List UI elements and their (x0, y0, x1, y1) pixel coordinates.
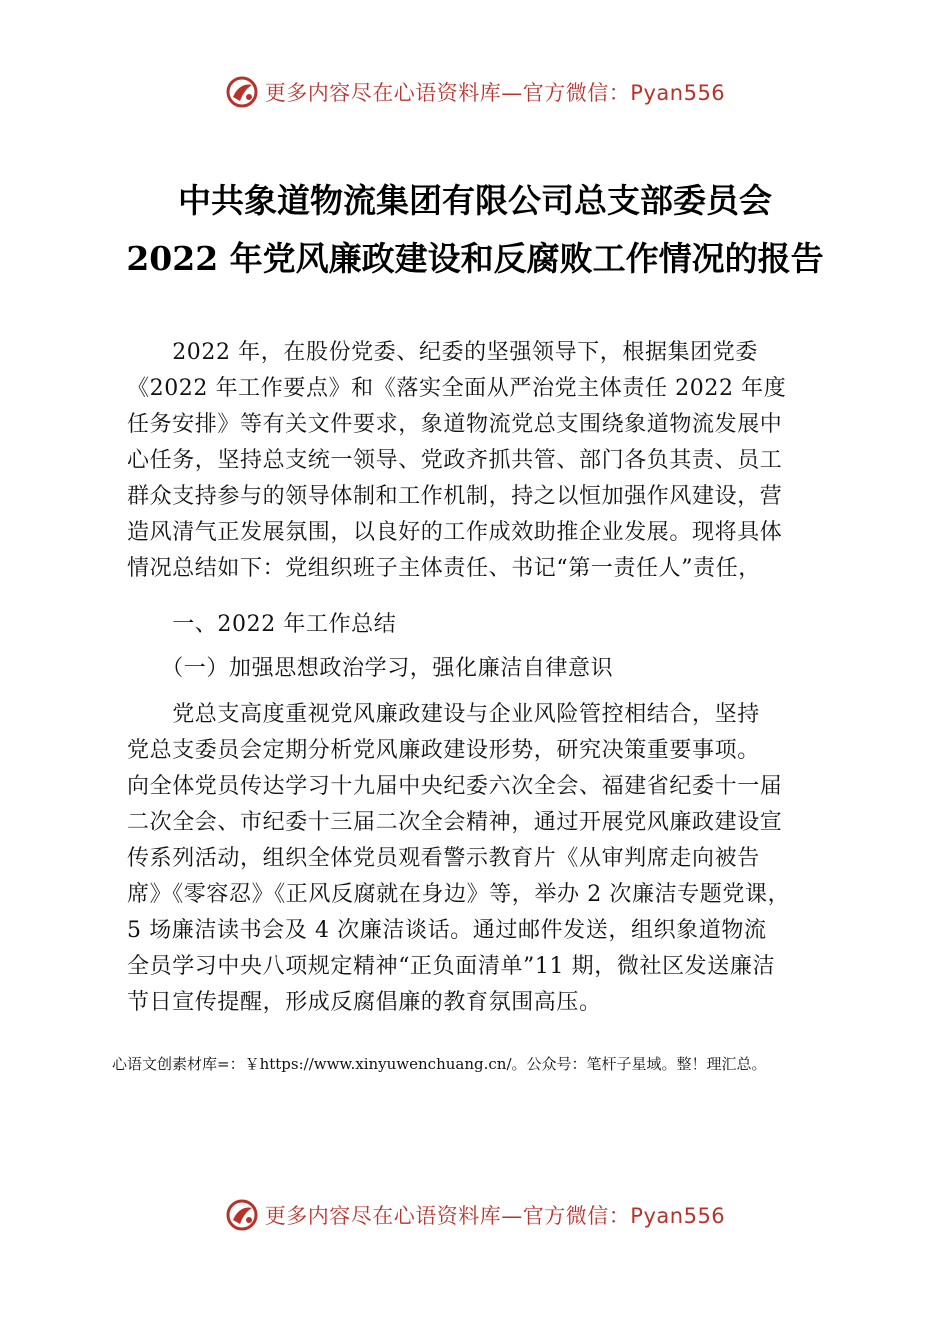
body-line: 党总支高度重视党风廉政建设与企业风险管控相结合，坚持 (127, 702, 760, 727)
body-line: 二次全会、市纪委十三届二次全会精神，通过开展党风廉政建设宣 (127, 810, 783, 835)
body-line: 《2022 年工作要点》和《落实全面从严治党主体责任 2022 年度 (127, 376, 787, 401)
seal-logo-icon (225, 75, 259, 109)
body-line: 全员学习中央八项规定精神“正负面清单”11 期，微社区发送廉洁 (127, 954, 776, 979)
body-line: 群众支持参与的领导体制和工作机制，持之以恒加强作风建设，营 (127, 484, 783, 509)
body-line: 传系列活动，组织全体党员观看警示教育片《从审判席走向被告 (127, 846, 760, 871)
body-line: 心任务，坚持总支统一领导、党政齐抓共管、部门各负其责、员工 (127, 448, 783, 473)
source-note: 心语文创素材库=：￥https://www.xinyuwenchuang.cn/。公众号：笔杆子星域。整！理汇总。 (112, 1055, 767, 1073)
body-line: 节日宣传提醒，形成反腐倡廉的教育氛围高压。 (127, 990, 602, 1015)
body-line: 向全体党员传达学习十九届中央纪委六次全会、福建省纪委十一届 (127, 774, 783, 799)
seal-logo-icon (225, 1198, 259, 1232)
banner-text: 更多内容尽在心语资料库—官方微信：Pyan556 (264, 1204, 726, 1228)
document-title-line-1: 中共象道物流集团有限公司总支部委员会 (178, 181, 772, 220)
body-line: 造风清气正发展氛围，以良好的工作成效助推企业发展。现将具体 (127, 520, 783, 545)
bottom-banner (0, 1195, 950, 1235)
body-line: 5 场廉洁读书会及 4 次廉洁谈话。通过邮件发送，组织象道物流 (127, 918, 767, 943)
section-heading: 一、2022 年工作总结 (127, 612, 397, 637)
body-line: 任务安排》等有关文件要求，象道物流党总支围绕象道物流发展中 (127, 412, 783, 437)
top-banner (0, 72, 950, 112)
body-line: 情况总结如下：党组织班子主体责任、书记“第一责任人”责任， (127, 556, 761, 581)
document-title-line-2: 2022 年党风廉政建设和反腐败工作情况的报告 (126, 239, 824, 278)
subsection-heading: （一）加强思想政治学习，强化廉洁自律意识 (127, 656, 614, 681)
banner-text: 更多内容尽在心语资料库—官方微信：Pyan556 (264, 81, 726, 105)
body-line: 席》《零容忍》《正风反腐就在身边》等，举办 2 次廉洁专题党课， (127, 882, 791, 907)
body-line: 2022 年，在股份党委、纪委的坚强领导下，根据集团党委 (127, 340, 758, 365)
body-line: 党总支委员会定期分析党风廉政建设形势，研究决策重要事项。 (127, 738, 760, 763)
